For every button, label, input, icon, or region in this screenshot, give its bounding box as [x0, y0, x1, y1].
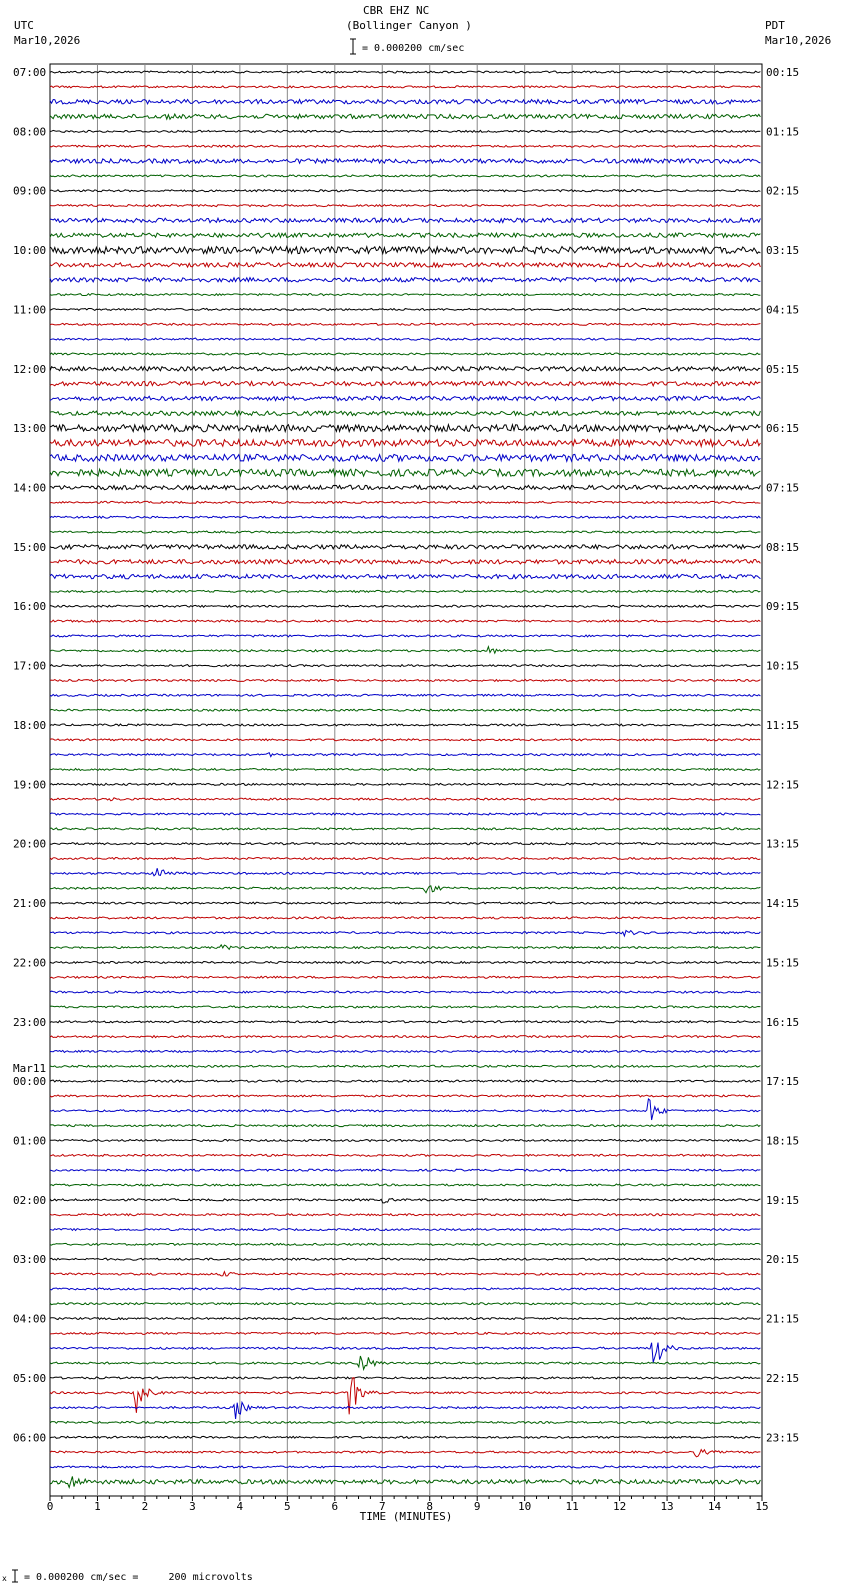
- trace-line: [50, 531, 760, 533]
- x-tick-label: 9: [473, 1500, 481, 1513]
- trace-line: [50, 294, 760, 296]
- trace-line: [50, 1095, 760, 1097]
- trace-line: [50, 1099, 760, 1120]
- x-tick-label: 11: [565, 1500, 579, 1513]
- trace-line: [50, 86, 760, 88]
- trace-line: [50, 709, 760, 711]
- trace-line: [50, 858, 760, 860]
- right-hour-label: 08:15: [766, 540, 800, 554]
- trace-line: [50, 1288, 760, 1290]
- trace-line: [50, 100, 760, 104]
- left-hour-label: 00:00: [13, 1075, 47, 1089]
- left-hour-label: 21:00: [13, 897, 47, 911]
- left-hour-label: 04:00: [13, 1312, 47, 1326]
- trace-line: [50, 813, 760, 815]
- left-hour-label: 20:00: [13, 837, 47, 851]
- right-hour-label: 22:15: [766, 1371, 800, 1385]
- left-hour-label: 08:00: [13, 125, 47, 139]
- trace-line: [50, 338, 760, 340]
- trace-line: [50, 545, 760, 549]
- left-hour-label: 07:00: [13, 66, 47, 79]
- trace-line: [50, 679, 760, 681]
- left-timezone: UTC: [14, 19, 34, 32]
- scale-text: = 0.000200 cm/sec: [362, 43, 465, 54]
- x-tick-label: 1: [94, 1500, 101, 1513]
- left-hour-label: 05:00: [13, 1371, 47, 1385]
- trace-line: [50, 469, 760, 476]
- right-hour-label: 17:15: [766, 1075, 800, 1089]
- trace-line: [50, 665, 760, 667]
- trace-line: [50, 1356, 760, 1369]
- trace-line: [50, 411, 760, 415]
- left-hour-label: 18:00: [13, 718, 47, 732]
- right-date: Mar10,2026: [765, 34, 832, 47]
- trace-line: [50, 1169, 760, 1171]
- trace-line: [50, 1229, 760, 1231]
- trace-line: [50, 175, 760, 177]
- left-hour-label: 17:00: [13, 659, 47, 673]
- trace-line: [50, 1199, 760, 1203]
- trace-line: [50, 1243, 760, 1245]
- left-hour-label: 23:00: [13, 1015, 47, 1029]
- right-hour-label: 02:15: [766, 184, 800, 198]
- right-hour-label: 20:15: [766, 1253, 800, 1267]
- right-hour-label: 00:15: [766, 66, 800, 79]
- trace-line: [50, 961, 760, 963]
- station-title: CBR EHZ NC: [363, 4, 430, 17]
- right-hour-label: 07:15: [766, 481, 800, 495]
- trace-line: [50, 308, 760, 310]
- trace-line: [50, 1378, 760, 1415]
- trace-line: [50, 278, 760, 282]
- left-hour-label: 14:00: [13, 481, 47, 495]
- trace-line: [50, 1080, 760, 1082]
- trace-line: [50, 1377, 760, 1379]
- trace-line: [50, 1258, 760, 1260]
- trace-line: [50, 71, 760, 73]
- trace-line: [50, 454, 760, 461]
- right-hour-label: 13:15: [766, 837, 800, 851]
- trace-line: [50, 694, 760, 696]
- x-tick-label: 8: [426, 1500, 434, 1513]
- trace-line: [50, 798, 760, 801]
- x-tick-label: 6: [331, 1500, 339, 1513]
- trace-line: [50, 1214, 760, 1216]
- trace-line: [50, 440, 760, 447]
- trace-line: [50, 828, 760, 830]
- trace-line: [50, 917, 760, 919]
- left-hour-label: 19:00: [13, 778, 47, 792]
- trace-line: [50, 753, 760, 757]
- scale-bar-icon: [350, 39, 356, 54]
- right-hour-label: 23:15: [766, 1431, 800, 1445]
- trace-line: [50, 1272, 760, 1276]
- trace-line: [50, 425, 760, 432]
- right-hour-label: 05:15: [766, 362, 800, 376]
- right-hour-label: 10:15: [766, 659, 800, 673]
- footer-scale-bar-icon: [2, 1570, 18, 1583]
- trace-line: [50, 1332, 760, 1334]
- trace-line: [50, 574, 760, 578]
- trace-line: [50, 843, 760, 845]
- x-tick-label: 15: [755, 1500, 769, 1513]
- trace-line: [50, 1125, 760, 1127]
- trace-line: [50, 353, 760, 355]
- trace-line: [50, 247, 760, 254]
- trace-line: [50, 620, 760, 622]
- trace-line: [50, 396, 760, 400]
- right-hour-label: 18:15: [766, 1134, 800, 1148]
- x-tick-label: 13: [660, 1500, 674, 1513]
- x-tick-label: 3: [189, 1500, 196, 1513]
- trace-line: [50, 114, 760, 119]
- trace-line: [50, 263, 760, 267]
- trace-line: [50, 590, 760, 592]
- trace-line: [50, 739, 760, 741]
- left-hour-label: 12:00: [13, 362, 47, 376]
- left-hour-label: 09:00: [13, 184, 47, 198]
- trace-line: [50, 1476, 760, 1487]
- trace-line: [50, 1343, 760, 1363]
- trace-line: [50, 647, 760, 654]
- left-hour-label: 22:00: [13, 956, 47, 970]
- trace-group: [50, 71, 760, 1487]
- x-tick-label: 4: [236, 1500, 244, 1513]
- x-tick-label: 2: [141, 1500, 149, 1513]
- right-hour-label: 19:15: [766, 1193, 800, 1207]
- trace-line: [50, 902, 760, 904]
- trace-line: [50, 501, 760, 503]
- trace-line: [50, 145, 760, 147]
- trace-line: [50, 1318, 760, 1320]
- date-change-label: Mar11: [13, 1062, 47, 1076]
- trace-line: [50, 1436, 760, 1438]
- trace-line: [50, 1006, 760, 1008]
- trace-line: [50, 635, 760, 637]
- trace-line: [50, 1466, 760, 1468]
- trace-line: [50, 516, 760, 518]
- trace-line: [50, 1140, 760, 1142]
- trace-line: [50, 945, 760, 950]
- right-hour-label: 01:15: [766, 125, 800, 139]
- trace-line: [50, 218, 760, 222]
- x-tick-label: 14: [707, 1500, 722, 1513]
- trace-line: [50, 886, 760, 893]
- trace-line: [50, 1065, 760, 1067]
- right-hour-label: 21:15: [766, 1312, 800, 1326]
- left-hour-label: 06:00: [13, 1431, 47, 1445]
- trace-line: [50, 1184, 760, 1186]
- left-hour-label: 13:00: [13, 422, 47, 436]
- left-hour-label: 15:00: [13, 540, 47, 554]
- left-hour-label: 10:00: [13, 244, 47, 258]
- trace-line: [50, 783, 760, 785]
- left-hour-label: 01:00: [13, 1134, 47, 1148]
- x-tick-label: 7: [378, 1500, 386, 1513]
- trace-line: [50, 1402, 760, 1419]
- trace-line: [50, 205, 760, 207]
- left-date: Mar10,2026: [14, 34, 81, 47]
- right-hour-label: 06:15: [766, 422, 800, 436]
- trace-line: [50, 724, 760, 726]
- trace-line: [50, 233, 760, 237]
- trace-line: [50, 991, 760, 993]
- right-hour-label: 03:15: [766, 244, 800, 258]
- trace-line: [50, 485, 760, 489]
- trace-line: [50, 130, 760, 132]
- station-location: (Bollinger Canyon ): [346, 19, 472, 32]
- trace-line: [50, 323, 760, 325]
- x-tick-label: 10: [518, 1500, 532, 1513]
- trace-line: [50, 159, 760, 163]
- trace-line: [50, 560, 760, 564]
- trace-line: [50, 1021, 760, 1023]
- trace-line: [50, 605, 760, 607]
- trace-line: [50, 367, 760, 371]
- right-hour-label: 12:15: [766, 778, 800, 792]
- left-hour-label: 02:00: [13, 1193, 47, 1207]
- trace-line: [50, 931, 760, 937]
- trace-line: [50, 1050, 760, 1052]
- trace-line: [50, 190, 760, 192]
- right-hour-label: 15:15: [766, 956, 800, 970]
- trace-line: [50, 1421, 760, 1423]
- x-tick-label: 5: [284, 1500, 291, 1513]
- trace-line: [50, 1036, 760, 1038]
- trace-line: [50, 868, 760, 876]
- trace-line: [50, 1450, 760, 1457]
- trace-line: [50, 976, 760, 978]
- right-hour-label: 11:15: [766, 718, 800, 732]
- right-timezone: PDT: [765, 19, 785, 32]
- x-tick-label: 12: [612, 1500, 627, 1513]
- trace-line: [50, 769, 760, 771]
- trace-line: [50, 382, 760, 386]
- left-hour-label: 03:00: [13, 1253, 47, 1267]
- right-hour-label: 14:15: [766, 897, 800, 911]
- footer-scale-note: = 0.000200 cm/sec = 200 microvolts: [24, 1572, 253, 1583]
- x-tick-label: 0: [46, 1500, 54, 1513]
- right-hour-label: 16:15: [766, 1015, 800, 1029]
- trace-line: [50, 1303, 760, 1305]
- trace-line: [50, 1154, 760, 1156]
- left-hour-label: 16:00: [13, 600, 47, 614]
- right-hour-label: 04:15: [766, 303, 800, 317]
- left-hour-label: 11:00: [13, 303, 47, 317]
- right-hour-label: 09:15: [766, 600, 800, 614]
- svg-text:x: x: [2, 1574, 7, 1583]
- x-axis-label: TIME (MINUTES): [359, 1510, 453, 1523]
